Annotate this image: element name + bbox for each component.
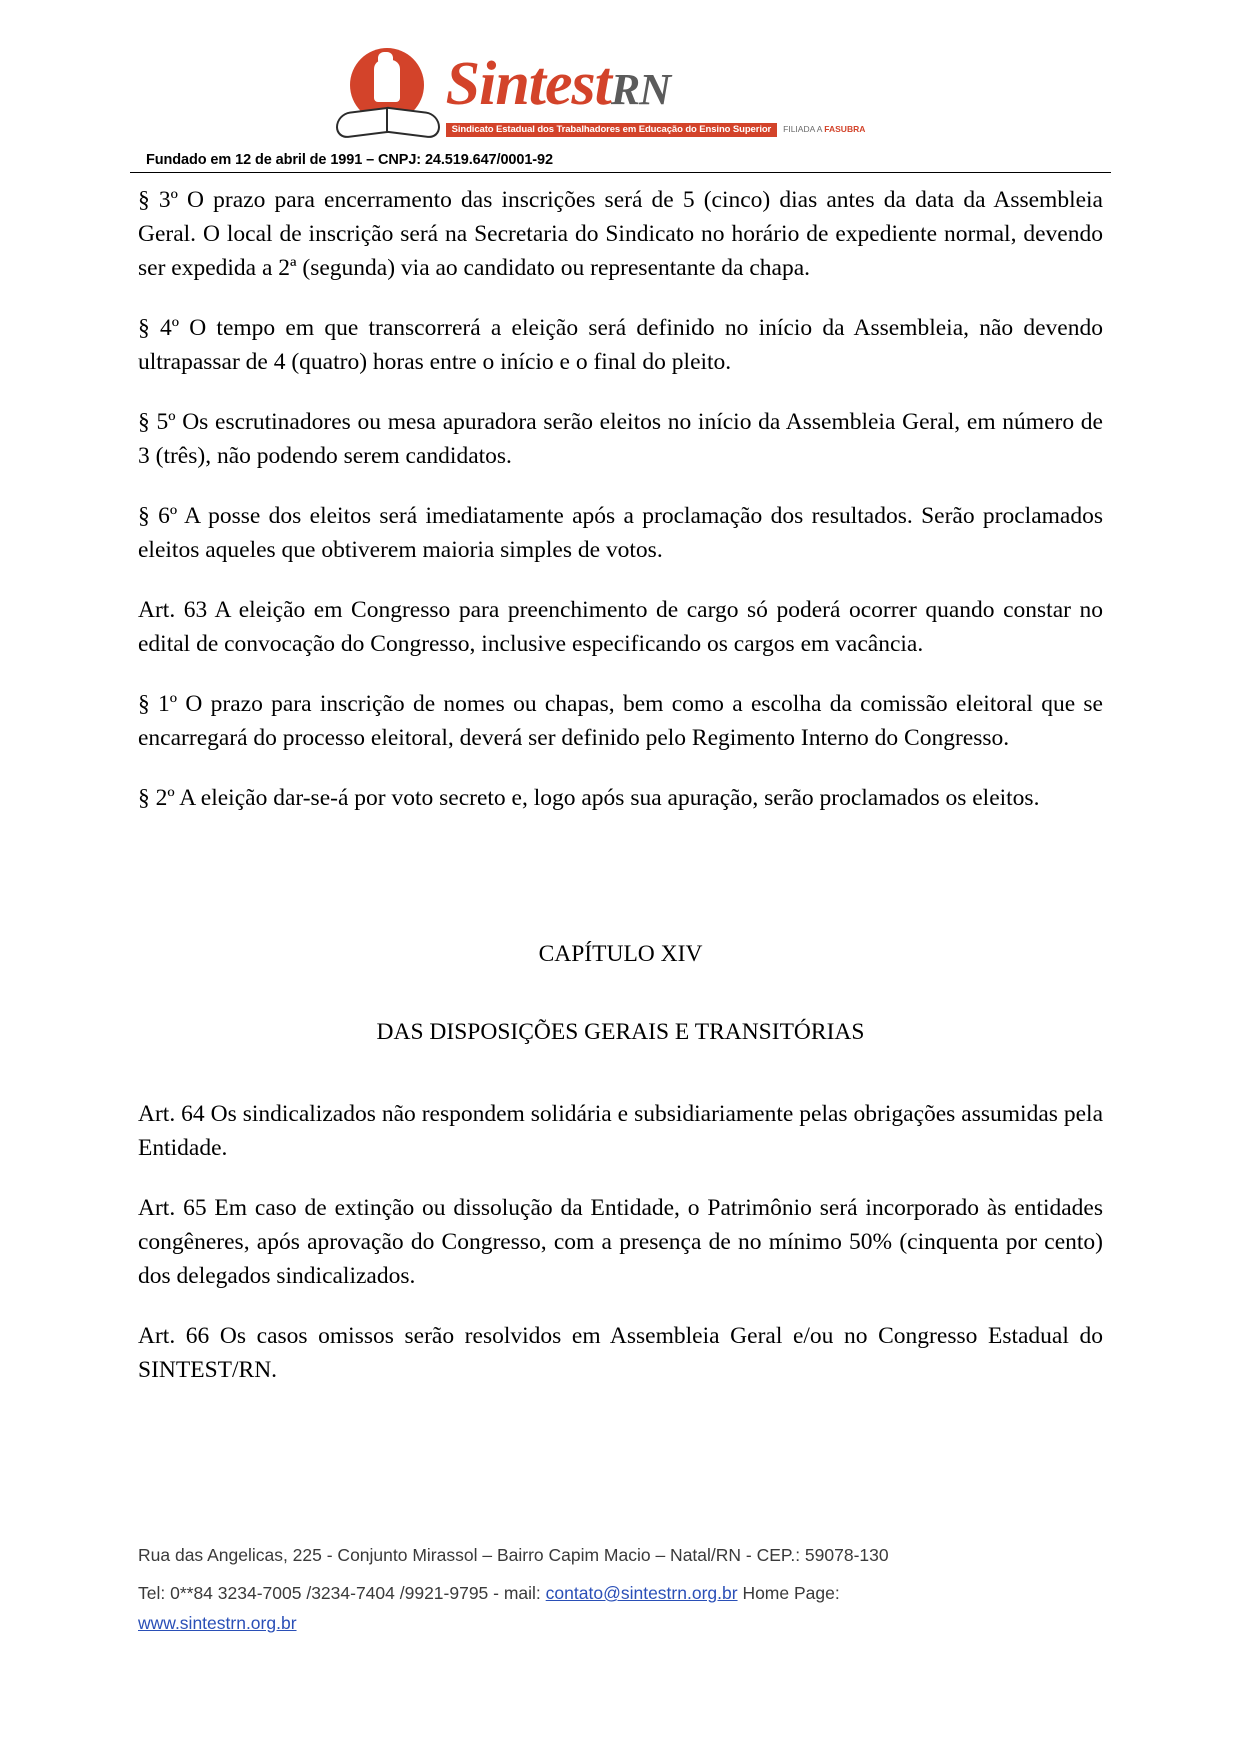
section-spacer	[138, 841, 1103, 937]
document-footer	[0, 1540, 1241, 1638]
logo-word-suffix: RN	[610, 65, 671, 114]
logo-affiliation	[783, 124, 865, 134]
logo-word	[445, 50, 866, 119]
affiliation-prefix: FILIADA A	[783, 124, 822, 134]
document-header	[0, 0, 1241, 142]
chapter-number: CAPÍTULO XIV	[538, 941, 703, 967]
affiliation-name: FASUBRA	[824, 124, 866, 134]
chapter-title: DAS DISPOSIÇÕES GERAIS E TRANSITÓRIAS	[376, 1019, 865, 1045]
paragraph: § 3º O prazo para encerramento das inscrições será de 5 (cinco) dias antes da data da Assembleia Geral. O local de inscrição será na Secretaria do Sindicato no horário de expediente normal, devendo ser expedida a 2ª (segunda) via ao candidato ou representante da chapa.	[138, 187, 1103, 281]
paragraph: Art. 63 A eleição em Congresso para preenchimento de cargo só poderá ocorrer quando constar no edital de convocação do Congresso, inclusive especificando os cargos em vacância.	[138, 597, 1103, 657]
footer-homepage-label: Home Page:	[742, 1583, 840, 1603]
footer-website-line	[138, 1608, 1103, 1638]
paragraph: § 6º A posse dos eleitos será imediatamente após a proclamação dos resultados. Serão proclamados eleitos aqueles que obtiverem maioria simples de votos.	[138, 503, 1103, 563]
paragraph: § 1º O prazo para inscrição de nomes ou chapas, bem como a escolha da comissão eleitoral que se encarregará do processo eleitoral, deverá ser definido pelo Regimento Interno do Congresso.	[138, 691, 1103, 751]
paragraph: Art. 65 Em caso de extinção ou dissolução da Entidade, o Patrimônio será incorporado às entidades congêneres, após aprovação do Congresso, com a presença de no mínimo 50% (cinquenta por cento) dos delegados sindicalizados.	[138, 1195, 1103, 1289]
fist-book-emblem-icon	[336, 46, 440, 142]
footer-phone-text: Tel: 0**84 3234-7005 /3234-7404 /9921-9795 - mail:	[138, 1583, 541, 1603]
paragraph: Art. 64 Os sindicalizados não respondem solidária e subsidiariamente pelas obrigações assumidas pela Entidade.	[138, 1101, 1103, 1161]
founded-line: Fundado em 12 de abril de 1991 – CNPJ: 24.519.647/0001-92	[146, 152, 553, 168]
logo-wordmark	[446, 51, 866, 137]
footer-address: Rua das Angelicas, 225 - Conjunto Mirassol – Bairro Capim Macio – Natal/RN - CEP.: 59078-130	[138, 1545, 889, 1565]
sintest-logo	[336, 46, 866, 142]
paragraph: Art. 66 Os casos omissos serão resolvidos em Assembleia Geral e/ou no Congresso Estadual do SINTEST/RN.	[138, 1323, 1103, 1383]
logo-subtitle: Sindicato Estadual dos Trabalhadores em Educação do Ensino Superior	[446, 123, 778, 137]
paragraph: § 5º Os escrutinadores ou mesa apuradora serão eleitos no início da Assembleia Geral, em número de 3 (três), não podendo serem candidatos.	[138, 409, 1103, 469]
logo-word-main: Sintest	[445, 50, 611, 118]
paragraph: § 2º A eleição dar-se-á por voto secreto e, logo após sua apuração, serão proclamados os eleitos.	[138, 785, 1040, 811]
paragraph: § 4º O tempo em que transcorrerá a eleição será definido no início da Assembleia, não devendo ultrapassar de 4 (quatro) horas entre o início e o final do pleito.	[138, 315, 1103, 375]
footer-email-link[interactable]: contato@sintestrn.org.br	[545, 1583, 738, 1603]
document-body	[0, 173, 1241, 1387]
footer-contact	[138, 1578, 1103, 1608]
footer-website-link[interactable]: www.sintestrn.org.br	[138, 1613, 297, 1633]
